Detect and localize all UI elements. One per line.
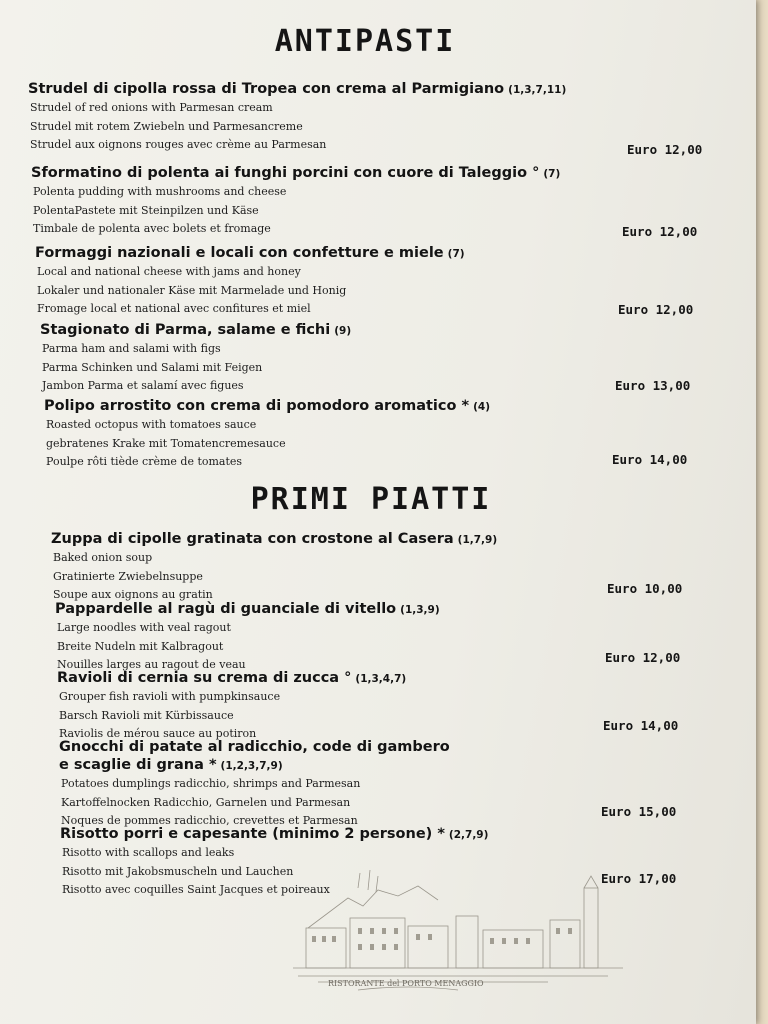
dish-desc-fr: Nouilles larges au ragout de veau xyxy=(57,658,246,671)
dish-desc-fr: Soupe aux oignons au gratin xyxy=(53,588,213,601)
dish-desc-fr: Jambon Parma et salamí avec figues xyxy=(42,379,244,392)
menu-item xyxy=(0,244,720,319)
dish-name: Risotto porri e capesante (minimo 2 persone) * (2,7,9) xyxy=(60,826,489,842)
dish-desc-en: Roasted octopus with tomatoes sauce xyxy=(46,418,257,431)
dish-desc-fr: Fromage local et national avec confitures et miel xyxy=(37,302,311,315)
dish-desc-en: Large noodles with veal ragout xyxy=(57,621,231,634)
dish-desc-fr: Timbale de polenta avec bolets et fromage xyxy=(33,222,271,235)
section-title-antipasti: ANTIPASTI xyxy=(274,24,456,59)
dish-desc-en: Strudel of red onions with Parmesan cream xyxy=(30,101,273,114)
dish-desc-de: gebratenes Krake mit Tomatencremesauce xyxy=(46,436,286,450)
dish-desc-fr: Noques de pommes radicchio, crevettes et Parmesan xyxy=(61,814,358,827)
menu-item xyxy=(0,80,720,155)
dish-desc-en: Grouper fish ravioli with pumpkinsauce xyxy=(59,690,281,703)
section-title-primi-piatti: PRIMI PIATTI xyxy=(250,482,492,517)
dish-price: Euro 12,00 xyxy=(627,142,703,157)
dish-price: Euro 14,00 xyxy=(612,452,688,467)
dish-price: Euro 14,00 xyxy=(603,718,679,733)
dish-name: Formaggi nazionali e locali con confetture e miele (7) xyxy=(35,245,465,261)
dish-desc-de: Kartoffelnocken Radicchio, Garnelen und Parmesan xyxy=(61,795,351,809)
dish-desc-en: Baked onion soup xyxy=(53,551,153,564)
dish-desc-de: Lokaler und nationaler Käse mit Marmelade und Honig xyxy=(37,283,347,297)
dish-desc-de: Strudel mit rotem Zwiebeln und Parmesancreme xyxy=(30,119,303,133)
dish-desc-de: Parma Schinken und Salami mit Feigen xyxy=(42,360,263,374)
dish-desc-fr: Poulpe rôti tiède crème de tomates xyxy=(46,455,243,468)
dish-desc-de: Gratinierte Zwiebelnsuppe xyxy=(53,569,203,583)
dish-desc-en: Polenta pudding with mushrooms and cheese xyxy=(33,185,287,198)
dish-name: Zuppa di cipolle gratinata con crostone al Casera (1,7,9) xyxy=(51,531,498,547)
dish-name-cont: e scaglie di grana * (1,2,3,7,9) xyxy=(59,757,283,773)
dish-desc-de: Breite Nudeln mit Kalbragout xyxy=(57,639,224,653)
dish-desc-fr: Risotto avec coquilles Saint Jacques et poireaux xyxy=(62,883,330,896)
dish-name: Stagionato di Parma, salame e fichi (9) xyxy=(40,322,352,338)
dish-price: Euro 10,00 xyxy=(607,581,683,596)
dish-price: Euro 12,00 xyxy=(605,650,681,665)
dish-desc-de: Barsch Ravioli mit Kürbissauce xyxy=(59,708,234,722)
dish-name: Polipo arrostito con crema di pomodoro aromatico * (4) xyxy=(44,398,490,414)
dish-price: Euro 15,00 xyxy=(601,804,677,819)
menu-item xyxy=(0,321,720,396)
dish-desc-en: Risotto with scallops and leaks xyxy=(62,846,235,859)
village-sketch-illustration xyxy=(288,868,628,1000)
dish-desc-en: Potatoes dumplings radicchio, shrimps and Parmesan xyxy=(61,777,361,790)
dish-name: Strudel di cipolla rossa di Tropea con crema al Parmigiano (1,3,7,11) xyxy=(28,81,567,97)
menu-item xyxy=(0,164,720,239)
dish-name: Sformatino di polenta ai funghi porcini con cuore di Taleggio ° (7) xyxy=(31,165,561,181)
dish-price: Euro 13,00 xyxy=(615,378,691,393)
sketch-caption: RISTORANTE del PORTO MENAGGIO xyxy=(328,979,484,988)
dish-desc-fr: Raviolis de mérou sauce au potiron xyxy=(59,727,257,740)
dish-desc-fr: Strudel aux oignons rouges avec crème au Parmesan xyxy=(30,138,327,151)
dish-desc-de: PolentaPastete mit Steinpilzen und Käse xyxy=(33,203,259,217)
dish-name: Gnocchi di patate al radicchio, code di gambero xyxy=(59,739,450,755)
dish-price: Euro 12,00 xyxy=(618,302,694,317)
dish-name: Pappardelle al ragù di guanciale di vitello (1,3,9) xyxy=(55,601,440,617)
dish-price: Euro 17,00 xyxy=(601,871,677,886)
dish-price: Euro 12,00 xyxy=(622,224,698,239)
dish-name: Ravioli di cernia su crema di zucca ° (1,3,4,7) xyxy=(57,670,407,686)
dish-desc-de: Risotto mit Jakobsmuscheln und Lauchen xyxy=(62,864,294,878)
dish-desc-en: Local and national cheese with jams and honey xyxy=(37,265,301,278)
dish-desc-en: Parma ham and salami with figs xyxy=(42,342,221,355)
